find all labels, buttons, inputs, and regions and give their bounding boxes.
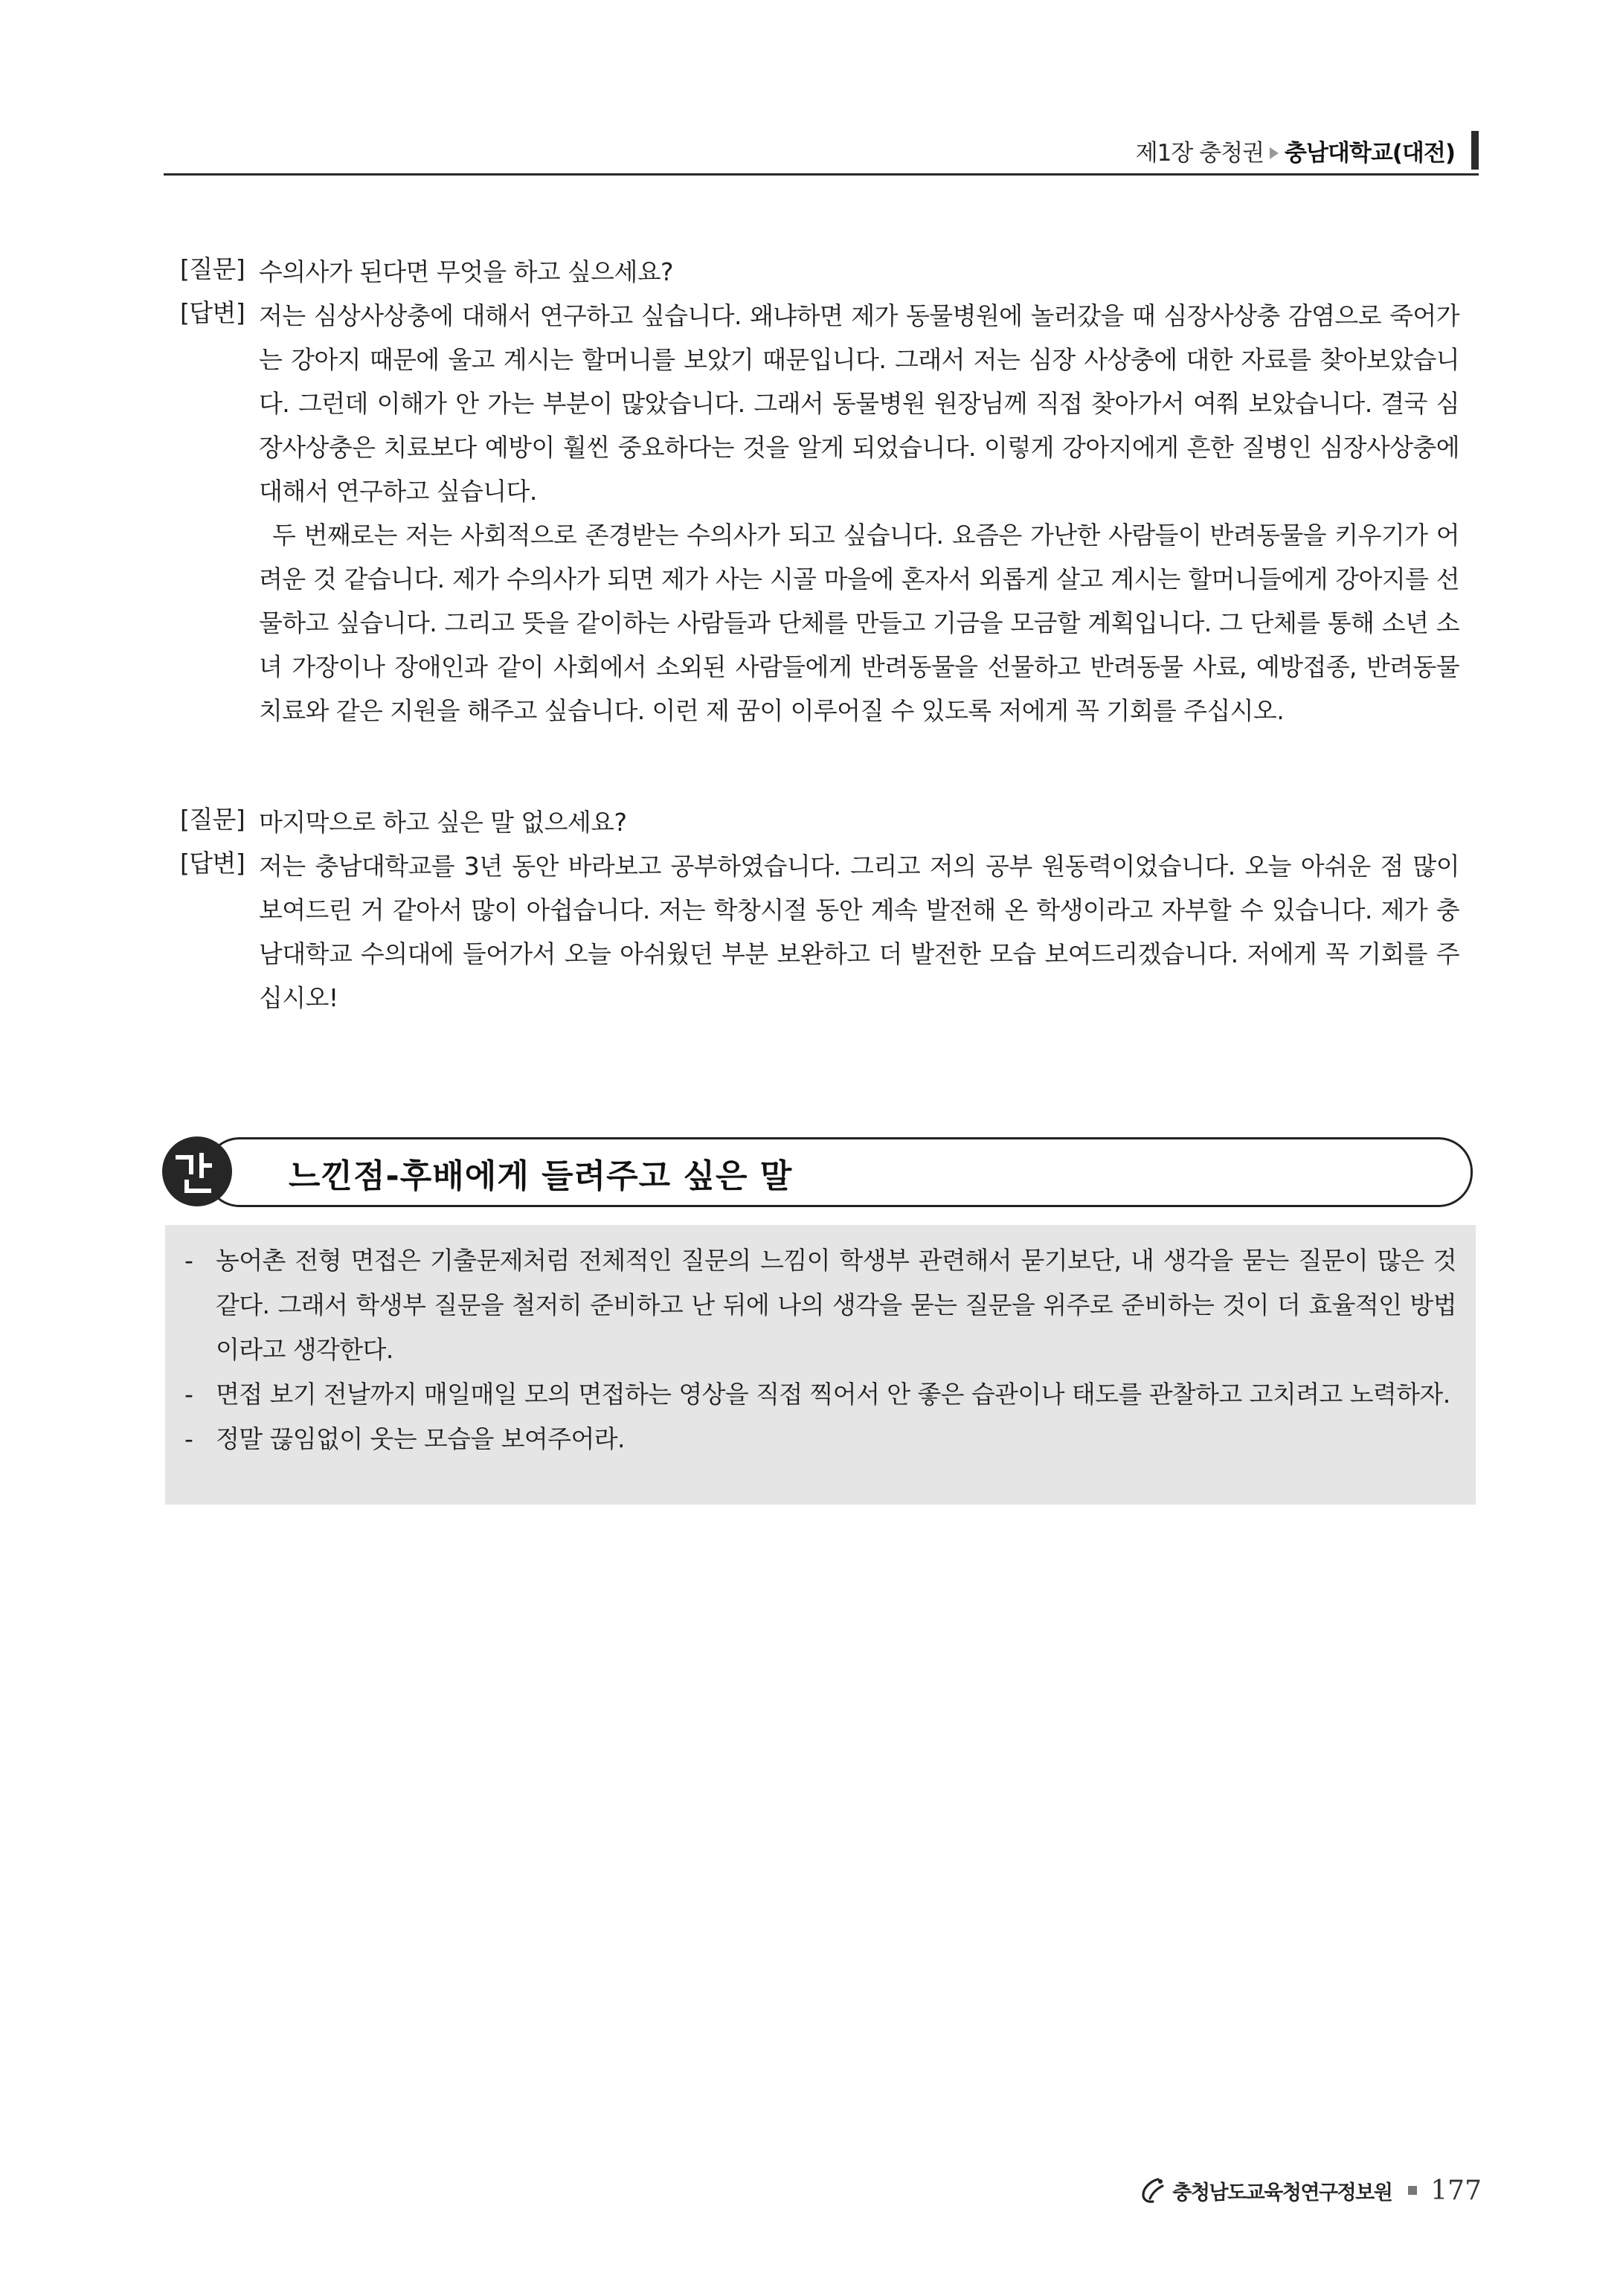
footer-org: 충청남도교육청연구정보원	[1172, 2181, 1392, 2205]
tip-text: 정말 끊임없이 웃는 모습을 보여주어라.	[216, 1424, 625, 1453]
answer-tag: [답변]	[180, 849, 245, 878]
question-tag: [질문]	[180, 254, 245, 283]
header-school: 충남대학교(대전)	[1285, 140, 1455, 167]
tips-box	[165, 1225, 1476, 1505]
section-heading	[162, 1128, 1473, 1212]
qa-block-2	[180, 800, 1459, 1020]
question-row	[180, 250, 1459, 294]
triangle-right-icon	[1270, 147, 1279, 159]
answer-paragraph: 두 번째로는 저는 사회적으로 존경받는 수의사가 되고 싶습니다. 요즘은 가난한 사람들이 반려동물을 키우기가 어려운 것 같습니다. 제가 수의사가 되면 제가 사는 시골 마을에 혼자서 외롭게 살고 계시는 할머니들에게 강아지를 선물하고 싶습니다. 그리고 뜻을 같이하는 사람들과 단체를 만들고 기금을 모금할 계획입니다. 그 단체를 통해 소년 소녀 가장이나 장애인과 같이 사회에서 소외된 사람들에게 반려동물을 선물하고 반려동물 사료, 예방접종, 반려동물 치료와 같은 지원을 해주고 싶습니다. 이런 제 꿈이 이루어질 수 있도록 저에게 꼭 기회를 주십시오.	[259, 521, 1459, 725]
answer-row	[180, 294, 1459, 733]
tip-item	[184, 1238, 1456, 1372]
section-title: 느낀점-후배에게 들려주고 싶은 말	[289, 1157, 793, 1195]
qa-block-1	[180, 250, 1459, 733]
institute-logo-icon	[1138, 2176, 1168, 2205]
answer-paragraph: 저는 심상사상충에 대해서 연구하고 싶습니다. 왜냐하면 제가 동물병원에 놀러갔을 때 심장사상충 감염으로 죽어가는 강아지 때문에 울고 계시는 할머니를 보았기 때문입니다. 그래서 저는 심장 사상충에 대한 자료를 찾아보았습니다. 그런데 이해가 안 가는 부분이 많았습니다. 그래서 동물병원 원장님께 직접 찾아가서 여쭤 보았습니다. 결국 심장사상충은 치료보다 예방이 훨씬 중요하다는 것을 알게 되었습니다. 이렇게 강아지에게 흔한 질병인 심장사상충에 대해서 연구하고 싶습니다.	[259, 301, 1459, 506]
header-chapter: 제1장 충청권	[1135, 140, 1264, 167]
header-rule	[164, 173, 1479, 176]
header-bar	[1471, 131, 1479, 170]
running-header	[164, 132, 1479, 177]
dash-bullet: -	[184, 1246, 193, 1275]
tip-item	[184, 1372, 1456, 1417]
question-text: 수의사가 된다면 무엇을 하고 싶으세요?	[259, 257, 673, 286]
tips-list	[165, 1225, 1476, 1461]
answer-paragraph: 저는 충남대학교를 3년 동안 바라보고 공부하였습니다. 그리고 저의 공부 원동력이었습니다. 오늘 아쉬운 점 많이 보여드린 거 같아서 많이 아쉽습니다. 저는 학창시절 동안 계속 발전해 온 학생이라고 자부할 수 있습니다. 제가 충남대학교 수의대에 들어가서 오늘 아쉬웠던 부분 보완하고 더 발전한 모습 보여드리겠습니다. 저에게 꼭 기회를 주십시오!	[259, 852, 1459, 1012]
dash-bullet: -	[184, 1380, 193, 1409]
tip-text: 면접 보기 전날까지 매일매일 모의 면접하는 영상을 직접 찍어서 안 좋은 습관이나 태도를 관찰하고 고치려고 노력하자.	[216, 1380, 1450, 1409]
question-tag: [질문]	[180, 805, 245, 834]
question-text: 마지막으로 하고 싶은 말 없으세요?	[259, 808, 627, 837]
page-footer	[1138, 2172, 1482, 2209]
tip-item	[184, 1417, 1456, 1461]
header-text	[1136, 134, 1455, 167]
answer-row	[180, 844, 1459, 1020]
square-separator-icon	[1408, 2186, 1417, 2195]
ga-syllable-icon	[162, 1136, 232, 1206]
dash-bullet: -	[184, 1424, 193, 1453]
tip-text: 농어촌 전형 면접은 기출문제처럼 전체적인 질문의 느낌이 학생부 관련해서 묻기보단, 내 생각을 묻는 질문이 많은 것 같다. 그래서 학생부 질문을 철저히 준비하고 난 뒤에 나의 생각을 묻는 질문을 위주로 준비하는 것이 더 효율적인 방법이라고 생각한다.	[216, 1246, 1456, 1364]
answer-tag: [답변]	[180, 298, 245, 327]
page-number: 177	[1430, 2175, 1482, 2206]
question-row	[180, 800, 1459, 844]
